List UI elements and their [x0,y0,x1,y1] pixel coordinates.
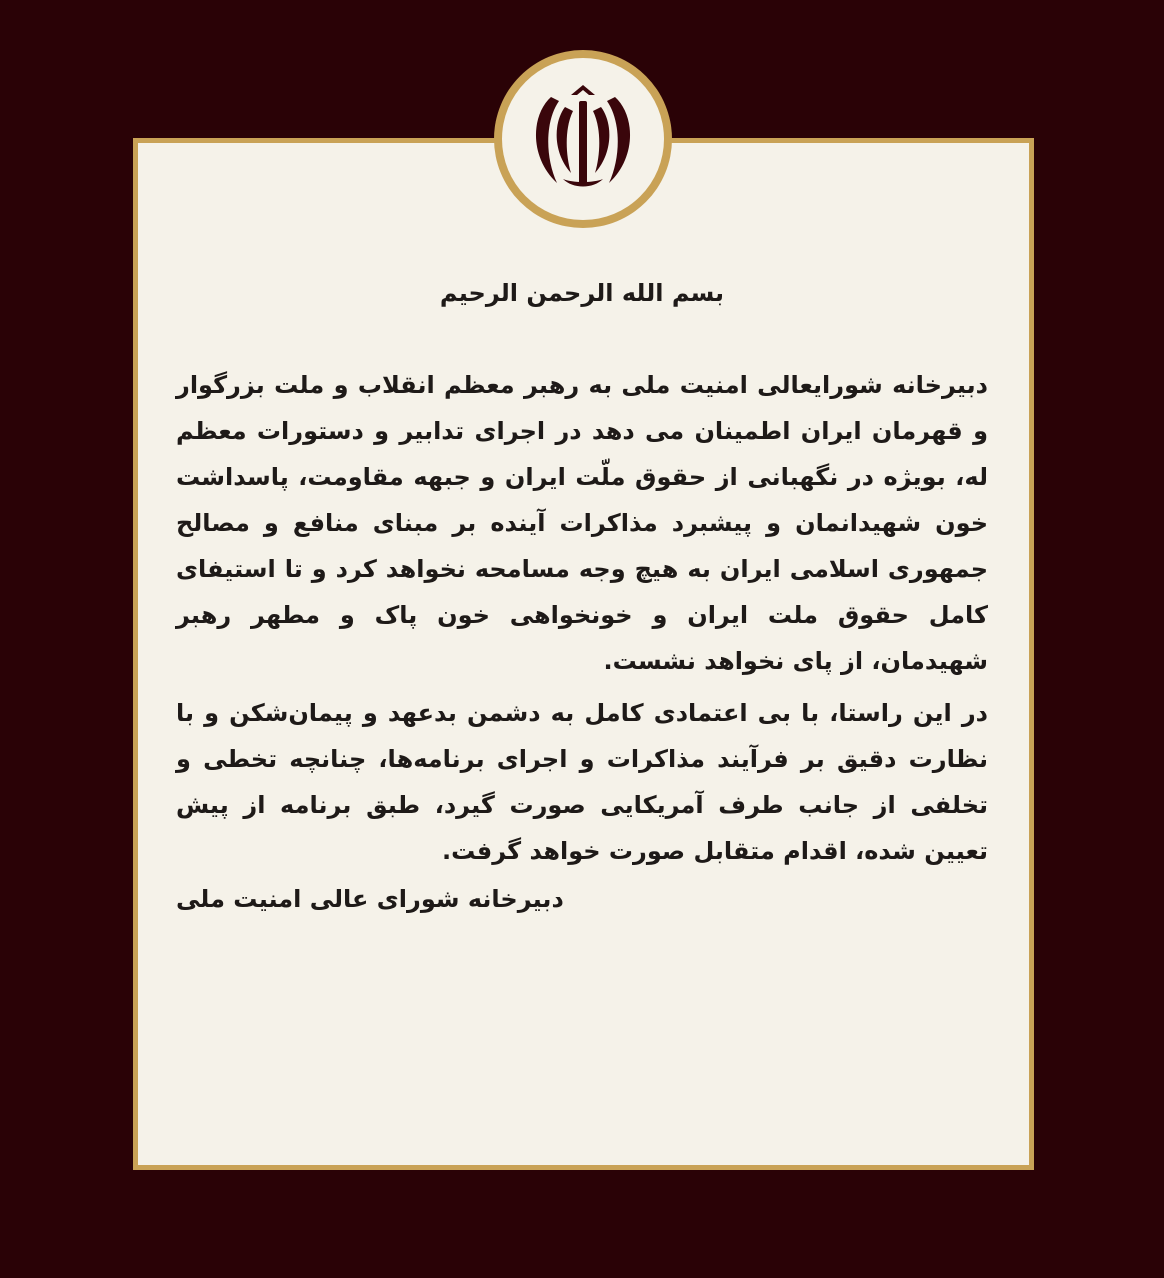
paragraph-2: در این راستا، با بی اعتمادی کامل به دشمن بدعهد و پیمان‌شکن و با نظارت دقیق بر فرآیند مذاکرات و اجرای برنامه‌ها، چنانچه تخطی و تخلفی از جانب طرف آمریکایی صورت گیرد، طبق برنامه از پیش تعیین شده، اقدام متقابل صورت خواهد گرفت. [176,699,988,865]
emblem-circle [502,58,664,220]
paragraph-1: دبیرخانه شورایعالی امنیت ملی به رهبر معظم انقلاب و ملت بزرگوار و قهرمان ایران اطمینان می دهد در اجرای تدابیر و دستورات معظم له، بویژه در نگهبانی از حقوق ملّت ایران و جبهه مقاومت، پاسداشت خون شهیدانمان و پیشبرد مذاکرات آینده بر مبنای منافع و مصالح جمهوری اسلامی ایران به هیچ وجه مسامحه نخواهد کرد و تا استیفای کامل حقوق ملت ایران و خونخواهی خون پاک و مطهر رهبر شهیدمان، از پای نخواهد نشست. [176,371,988,675]
iran-emblem-icon [523,79,643,199]
emblem-badge [494,50,672,228]
signature: دبیرخانه شورای عالی امنیت ملی [176,885,564,913]
bismillah-heading: بسم الله الرحمن الرحیم [439,279,725,307]
